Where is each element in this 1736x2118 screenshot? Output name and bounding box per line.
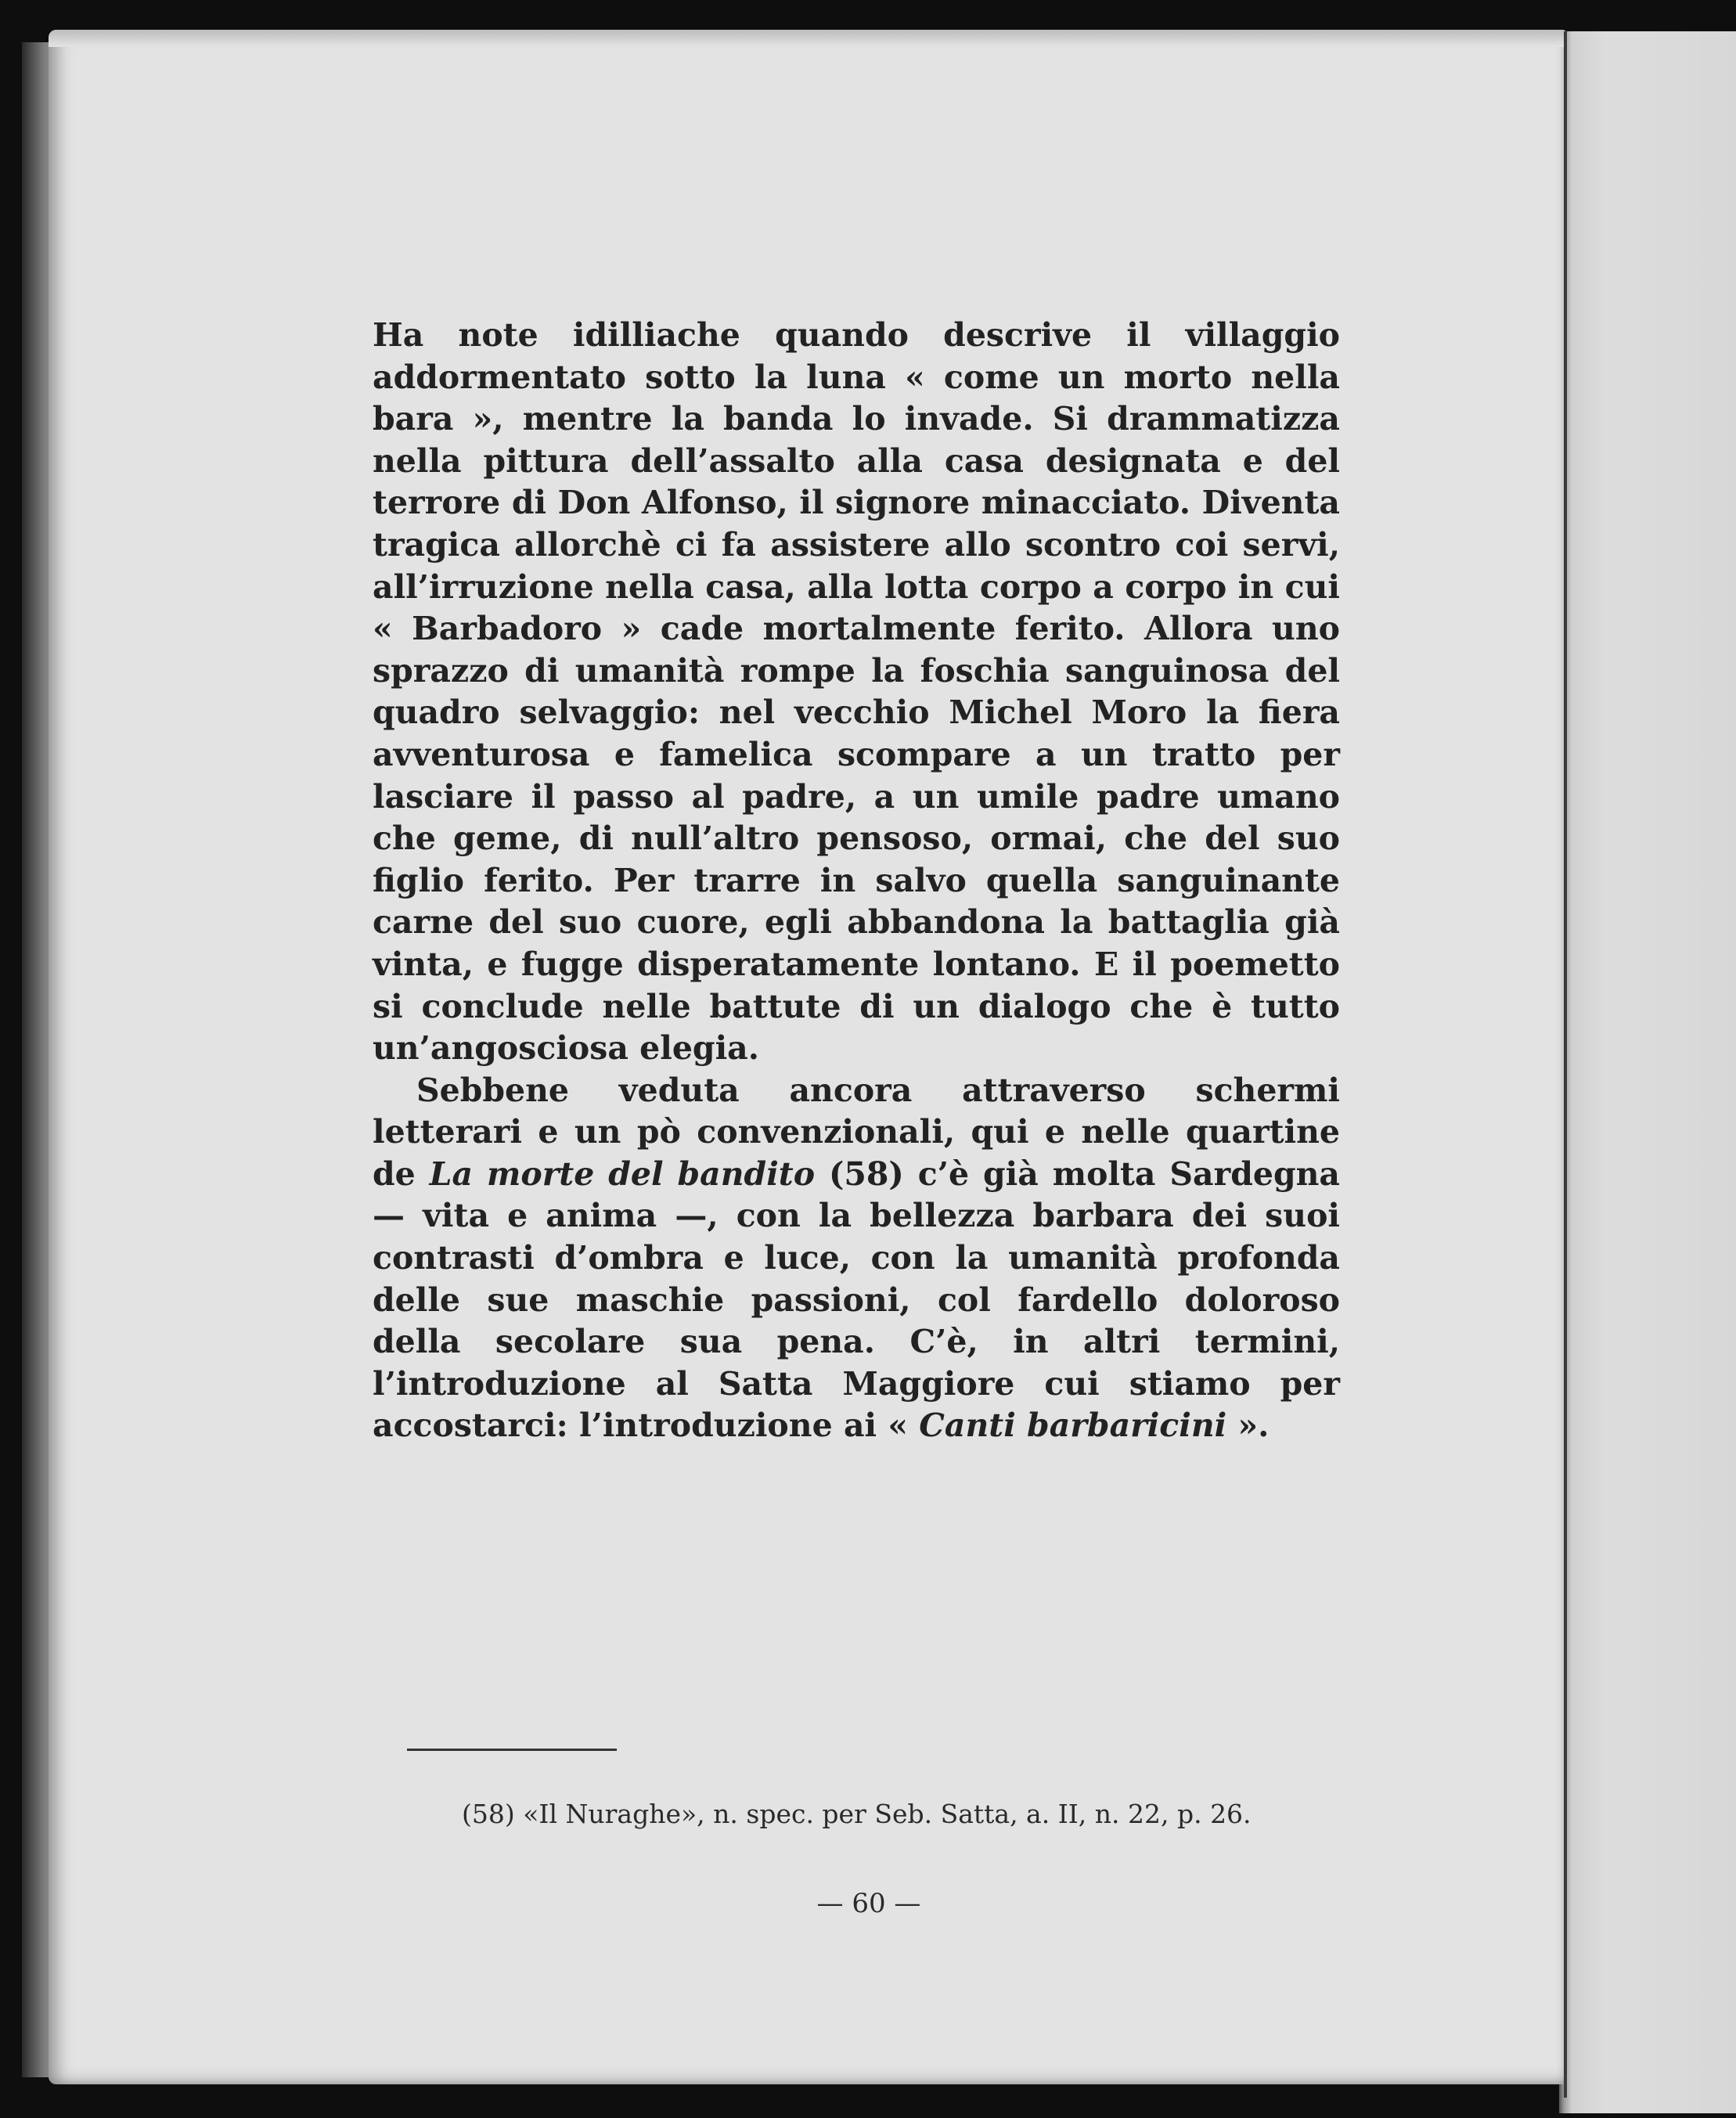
work-title-la-morte-del-bandito: La morte del bandito	[429, 1154, 816, 1193]
footnote-divider	[407, 1749, 617, 1751]
footnote: (58) «Il Nuraghe», n. spec. per Seb. Satta, a. II, n. 22, p. 26.	[462, 1799, 1252, 1829]
paragraph-2-part-2: (58) c’è già molta Sardegna — vita e anima —, con la bellezza barbara dei suoi contrasti d’ombra e luce, con la umanità profonda delle sue maschie passioni, col fardello doloroso della secolare sua pena. C’è, in altri termini, l’introduzione al Satta Maggiore cui stiamo per accostarci: l’introduzione ai «	[373, 1154, 1340, 1445]
page-top-edge	[49, 30, 1567, 47]
paragraph-2-part-3: ».	[1226, 1407, 1270, 1445]
paragraph-2-part-1: Sebbene veduta ancora attraverso schermi letterari e un pò convenzionali, qui e nelle quartine de	[373, 1071, 1340, 1193]
paragraph-1: Ha note idilliache quando descrive il villaggio addormentato sotto la luna « come un morto nella bara », mentre la banda lo invade. Si drammatizza nella pittura dell’assalto alla casa designata e del terrore di Don Alfonso, il signore minacciato. Diventa tragica allorchè ci fa assistere allo scontro coi servi, all’irruzione nella casa, alla lotta corpo a corpo in cui « Barbadoro » cade mortalmente ferito. Allora uno sprazzo di umanità rompe la foschia sanguinosa del quadro selvaggio: nel vecchio Michel Moro la fiera avventurosa e famelica scompare a un tratto per lasciare il passo al padre, a un umile padre umano che geme, di null’altro pensoso, ormai, che del suo figlio ferito. Per trarre in salvo quella sanguinante carne del suo cuore, egli abbandona la battaglia già vinta, e fugge disperatamente lontano. E il poemetto si conclude nelle battute di un dialogo che è tutto un’angosciosa elegia.	[373, 316, 1340, 1068]
page-gutter	[1564, 31, 1567, 2098]
next-page-edge	[1559, 31, 1736, 2113]
body-text	[373, 315, 1340, 1447]
work-title-canti-barbaricini: Canti barbaricini	[919, 1407, 1227, 1445]
paragraph-2	[373, 1070, 1340, 1447]
page-number: — 60 —	[816, 1888, 921, 1919]
